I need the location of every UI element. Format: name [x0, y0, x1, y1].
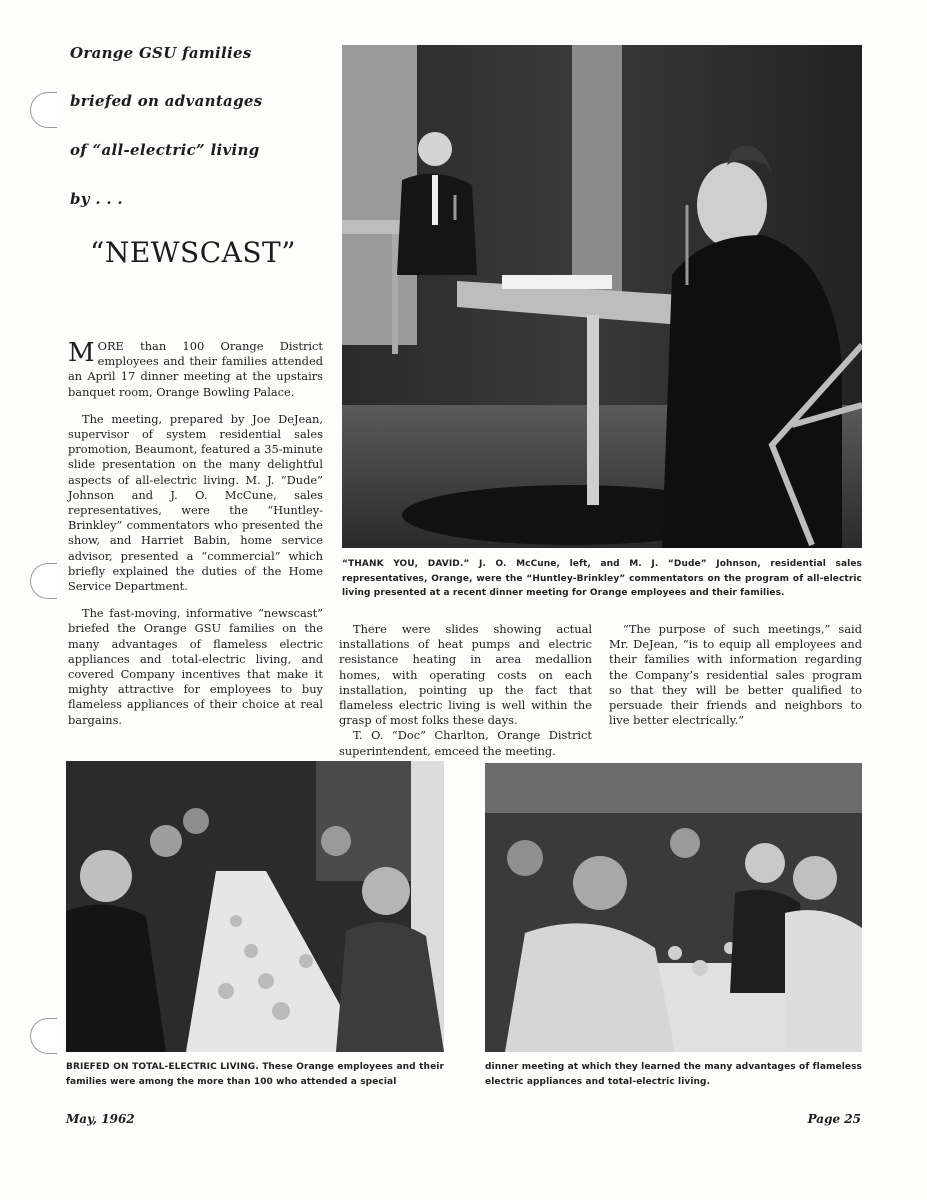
caption-commentators: “THANK YOU, DAVID.” J. O. McCune, left, and M. J. “Dude” Johnson, residential sales representatives, Orange, were the “Huntley-Brinkley” commentators on the program of all-electric living presented at a recent dinner meeting for Orange employees and their families.	[342, 559, 862, 598]
article-paragraph-1	[68, 339, 323, 400]
photo-banquet-left-image	[66, 761, 444, 1052]
caption-banquet-left: BRIEFED ON TOTAL-ELECTRIC LIVING. These Orange employees and their families were among the more than 100 who attended a special	[66, 1062, 444, 1087]
photo-commentators	[342, 45, 862, 548]
article-paragraph-4: There were slides showing actual installations of heat pumps and electric resistance heating in area medallion homes, with operating costs on each installation, pointing up the fact that flameless electric living is well within the grasp of most folks these days.	[339, 622, 592, 728]
binder-hole	[30, 563, 57, 599]
article-paragraph-3: The fast-moving, informative “newscast” briefed the Orange GSU families on the many advantages of flameless electric appliances and total-electric living, and covered Company incentives that make it mighty attractive for employees to buy flameless appliances of their choice at real bargains.	[68, 606, 323, 727]
article-column-3	[609, 622, 862, 728]
photo-banquet-left	[66, 761, 444, 1052]
article-paragraph-6: “The purpose of such meetings,” said Mr. DeJean, “is to equip all employees and their families with information regarding the Company’s residential sales program so that they will be better qualified to persuade their friends and neighbors to live better electrically.”	[609, 622, 862, 728]
photo-banquet-right-image	[485, 763, 862, 1052]
caption-banquet-right: dinner meeting at which they learned the many advantages of flameless electric appliances and total-electric living.	[485, 1062, 862, 1087]
headline-line-4: by . . .	[70, 190, 123, 208]
article-title: “NEWSCAST”	[90, 236, 297, 269]
article-column-2	[339, 622, 592, 759]
headline-line-3: of “all-electric” living	[70, 141, 260, 159]
binder-hole	[30, 92, 57, 128]
headline-line-1: Orange GSU families	[70, 44, 252, 62]
binder-hole	[30, 1018, 57, 1054]
footer-page-number: Page 25	[807, 1112, 861, 1126]
footer-date: May, 1962	[66, 1112, 135, 1126]
drop-cap: M	[68, 338, 95, 368]
photo-commentators-image	[342, 45, 862, 548]
article-paragraph-2: The meeting, prepared by Joe DeJean, supervisor of system residential sales promotion, Beaumont, featured a 35-minute slide presentation on the many delightful aspects of all-electric living. M. J. “Dude” Johnson and J. O. McCune, sales representatives, were the “Huntley-Brinkley” commentators who presented the show, and Harriet Babin, home service advisor, presented a “commercial” which briefly explained the duties of the Home Service Department.	[68, 411, 323, 594]
headline-line-2: briefed on advantages	[70, 92, 263, 110]
article-paragraph-5: T. O. “Doc” Charlton, Orange District superintendent, emceed the meeting.	[339, 728, 592, 758]
photo-banquet-right	[485, 763, 862, 1052]
paragraph-1-text: ORE than 100 Orange District employees and their families attended an April 17 dinner meeting at the upstairs banquet room, Orange Bowling Palace.	[68, 339, 323, 399]
article-column-1	[68, 339, 323, 728]
